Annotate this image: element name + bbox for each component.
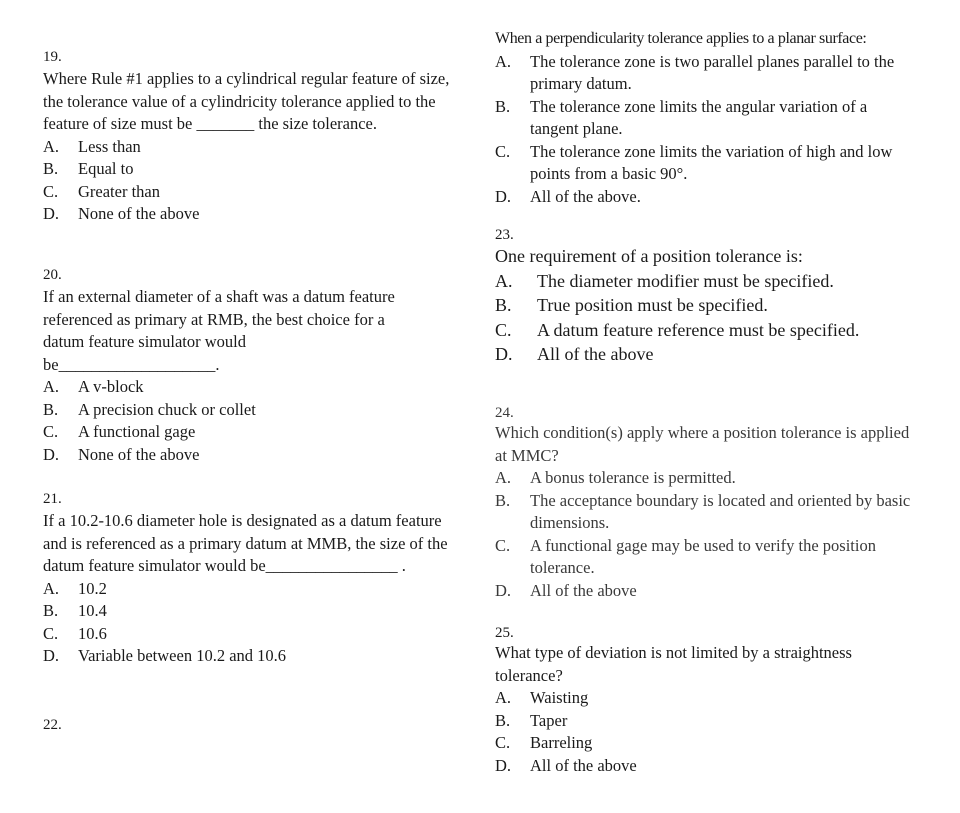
option-text: Greater than	[78, 181, 160, 201]
option-letter: B.	[495, 96, 511, 116]
options-list	[495, 269, 915, 367]
option-text: All of the above	[537, 344, 654, 364]
question-number: 22.	[43, 717, 62, 733]
option-text: The acceptance boundary is located and oriented by basic dimensions.	[530, 490, 911, 532]
option-letter: A.	[43, 136, 60, 156]
option-letter: C.	[495, 733, 511, 752]
question-25	[495, 624, 915, 777]
option-b[interactable]	[43, 399, 423, 422]
option-text: Less than	[78, 136, 141, 156]
option-text: Barreling	[530, 733, 593, 752]
option-d[interactable]	[495, 755, 915, 778]
question-stem: Which condition(s) apply where a position tolerance is applied at MMC?	[495, 423, 910, 465]
option-text: A precision chuck or collet	[78, 399, 256, 419]
option-text: The tolerance zone limits the angular variation of a tangent plane.	[530, 96, 868, 138]
option-text: The tolerance zone limits the variation of high and low points from a basic 90°.	[530, 141, 893, 183]
option-text: A functional gage may be used to verify the position tolerance.	[530, 535, 876, 577]
option-d[interactable]	[495, 342, 915, 367]
option-text: 10.2	[78, 578, 107, 598]
question-22-number	[43, 716, 463, 734]
option-b[interactable]	[495, 96, 915, 141]
option-letter: A.	[495, 51, 512, 71]
option-letter: D.	[495, 755, 512, 775]
question-number: 19.	[43, 49, 62, 65]
option-text: None of the above	[78, 444, 200, 464]
option-c[interactable]	[43, 421, 423, 444]
option-d[interactable]	[43, 444, 423, 467]
option-c[interactable]	[495, 318, 915, 343]
option-a[interactable]	[495, 51, 915, 96]
option-c[interactable]	[43, 623, 463, 646]
question-21	[43, 490, 463, 668]
question-24	[495, 404, 915, 602]
option-letter: D.	[43, 444, 60, 464]
question-19	[43, 48, 463, 226]
option-text: A functional gage	[78, 422, 196, 441]
option-letter: C.	[495, 319, 512, 340]
question-stem: If a 10.2-10.6 diameter hole is designated as a datum feature and is referenced as a primary datum at MMB, the size of the datum feature simulator would be________________ .	[43, 511, 448, 575]
options-list	[43, 136, 463, 226]
option-text: Variable between 10.2 and 10.6	[78, 646, 287, 665]
option-text: A datum feature reference must be specified.	[537, 319, 860, 340]
option-text: None of the above	[78, 204, 200, 223]
option-letter: A.	[495, 468, 512, 487]
question-number: 20.	[43, 267, 62, 283]
option-d[interactable]	[43, 203, 463, 226]
options-list	[43, 578, 463, 668]
option-b[interactable]	[495, 710, 915, 733]
option-text: A bonus tolerance is permitted.	[530, 468, 736, 487]
options-list	[43, 376, 423, 466]
option-text: The tolerance zone is two parallel planes parallel to the primary datum.	[530, 51, 895, 93]
option-c[interactable]	[495, 732, 915, 755]
option-letter: D.	[495, 186, 512, 206]
question-20	[43, 266, 423, 466]
option-b[interactable]	[43, 600, 463, 623]
option-a[interactable]	[43, 136, 463, 159]
question-number: 23.	[495, 227, 514, 243]
option-letter: D.	[495, 344, 513, 364]
question-number: 24.	[495, 405, 514, 421]
option-b[interactable]	[495, 293, 915, 318]
option-text: The diameter modifier must be specified.	[537, 270, 834, 291]
option-letter: D.	[43, 646, 60, 665]
question-number: 21.	[43, 491, 62, 507]
option-letter: A.	[43, 578, 60, 598]
option-a[interactable]	[43, 376, 423, 399]
option-text: All of the above.	[530, 186, 641, 206]
option-a[interactable]	[43, 578, 463, 601]
question-stem: What type of deviation is not limited by a straightness tolerance?	[495, 643, 852, 685]
option-letter: B.	[43, 399, 59, 419]
option-letter: A.	[495, 688, 512, 707]
option-letter: D.	[43, 204, 60, 223]
option-letter: B.	[495, 490, 511, 510]
option-letter: B.	[495, 295, 512, 315]
option-b[interactable]	[495, 490, 915, 535]
option-letter: B.	[43, 159, 59, 178]
question-stem: If an external diameter of a shaft was a datum feature referenced as primary at RMB, the best choice for a datum feature simulator would be___________________.	[43, 287, 395, 374]
option-letter: C.	[43, 422, 59, 441]
option-a[interactable]	[495, 687, 915, 710]
options-list	[495, 687, 915, 777]
option-d[interactable]	[495, 186, 915, 209]
option-c[interactable]	[495, 141, 915, 186]
option-text: A v-block	[78, 377, 144, 396]
option-letter: C.	[43, 623, 59, 643]
question-23	[495, 226, 915, 367]
question-stem: Where Rule #1 applies to a cylindrical regular feature of size, the tolerance value of a cylindricity tolerance applied to the feature of size must be _______ the size tolerance.	[43, 69, 450, 133]
option-letter: B.	[495, 710, 511, 730]
option-a[interactable]	[495, 269, 915, 294]
option-text: Equal to	[78, 159, 134, 178]
option-letter: B.	[43, 601, 59, 620]
option-text: 10.6	[78, 623, 107, 643]
option-text: Taper	[530, 710, 568, 730]
option-a[interactable]	[495, 467, 915, 490]
question-22	[495, 28, 915, 208]
option-c[interactable]	[495, 535, 915, 580]
option-text: Waisting	[530, 688, 589, 707]
option-letter: D.	[495, 580, 512, 600]
option-letter: C.	[495, 535, 511, 555]
option-letter: A.	[43, 377, 60, 396]
option-text: All of the above	[530, 755, 637, 775]
question-number: 25.	[495, 625, 514, 641]
question-stem: One requirement of a position tolerance is:	[495, 246, 803, 266]
option-d[interactable]	[495, 580, 915, 603]
option-text: All of the above	[530, 580, 637, 600]
option-letter: A.	[495, 270, 513, 291]
option-text: True position must be specified.	[537, 295, 768, 315]
option-letter: C.	[43, 181, 59, 201]
option-b[interactable]	[43, 158, 463, 181]
options-list	[495, 467, 915, 602]
option-text: 10.4	[78, 601, 107, 620]
options-list	[495, 51, 915, 209]
option-letter: C.	[495, 141, 511, 161]
option-d[interactable]	[43, 645, 463, 668]
option-c[interactable]	[43, 181, 463, 204]
question-stem: When a perpendicularity tolerance applies to a planar surface:	[495, 30, 867, 47]
